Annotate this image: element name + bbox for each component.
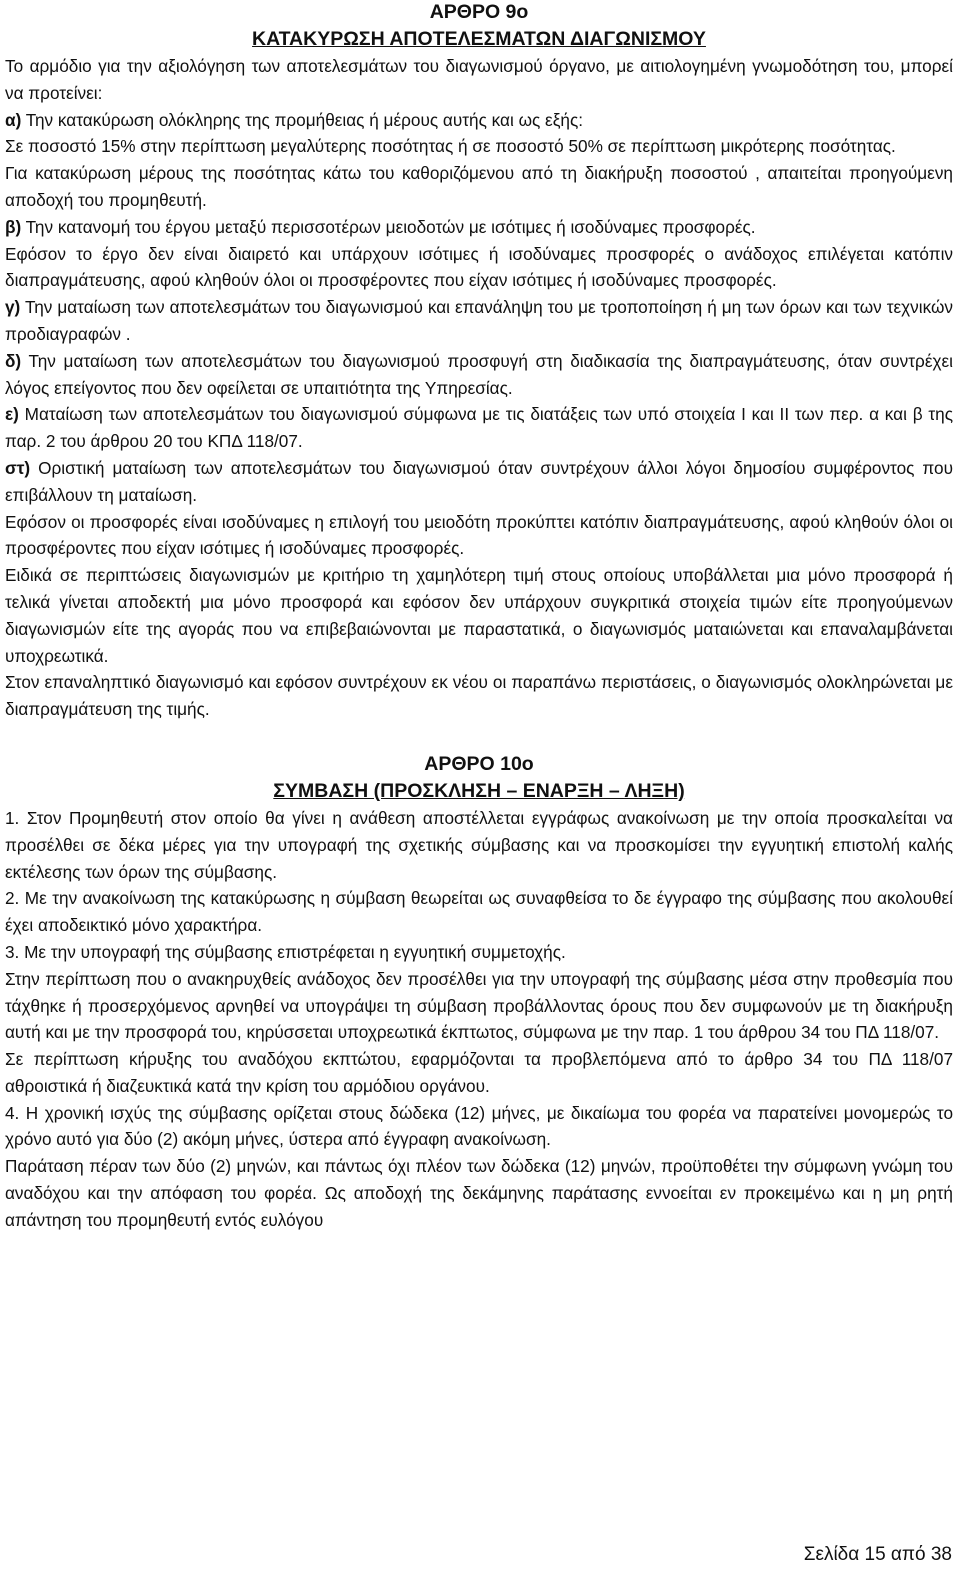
clause-a-label: α) bbox=[5, 109, 22, 130]
clause-c-text: Την ματαίωση των αποτελεσμάτων του διαγωνισμού και επανάληψη του με τροποποίηση ή μη των όρων και των τεχνικών προδιαγραφών . bbox=[5, 297, 953, 344]
clause-f-label: στ) bbox=[5, 457, 31, 478]
article-10-paragraph-3c: Σε περίπτωση κήρυξης του αναδόχου εκπτώτου, εφαρμόζονται τα προβλεπόμενα από το άρθρο 34 του ΠΔ 118/07 αθροιστικά ή διαζευκτικά κατά την κρίση του αρμόδιου οργάνου. bbox=[5, 1049, 953, 1096]
article-10-paragraph-2: 2. Με την ανακοίνωση της κατακύρωσης η σύμβαση θεωρείται ως συναφθείσα το δε έγγραφο της σύμβασης που ακολουθεί έχει αποδεικτικό μόνο χαρακτήρα. bbox=[5, 888, 953, 936]
article-9-heading: ΑΡΘΡΟ 9ο bbox=[429, 1, 529, 23]
clause-c bbox=[5, 294, 953, 348]
document-page bbox=[5, 0, 953, 1234]
clause-a-paragraph-1: Σε ποσοστό 15% στην περίπτωση μεγαλύτερης ποσότητας ή σε ποσοστό 50% σε περίπτωση μικρότερης ποσότητας. bbox=[5, 136, 896, 157]
clause-d bbox=[5, 348, 953, 402]
clause-b-text: Την κατανομή του έργου μεταξύ περισσοτέρων μειοδοτών με ισότιμες ή ισοδύναμες προσφορές. bbox=[21, 216, 756, 237]
repeat-tender-paragraph: Στον επαναληπτικό διαγωνισμό και εφόσον συντρέχουν εκ νέου οι παραπάνω περιστάσεις, ο διαγωνισμός ολοκληρώνεται με διαπραγμάτευση της τιμής. bbox=[5, 672, 953, 720]
clause-b-label: β) bbox=[5, 216, 22, 237]
clause-f bbox=[5, 455, 953, 509]
clause-b bbox=[5, 214, 953, 241]
article-9-intro: Το αρμόδιο για την αξιολόγηση των αποτελεσμάτων του διαγωνισμού όργανο, με αιτιολογημένη γνωμοδότηση του, μπορεί να προτείνει: bbox=[5, 56, 953, 103]
clause-a-text: Την κατακύρωση ολόκληρης της προμήθειας ή μέρους αυτής και ως εξής: bbox=[21, 109, 584, 130]
article-10 bbox=[5, 750, 953, 1234]
clause-a-paragraph-2: Για κατακύρωση μέρους της ποσότητας κάτω του καθοριζόμενου από τη διακήρυξη ποσοστού , απαιτείται προηγούμενη αποδοχή του προμηθευτή. bbox=[5, 163, 953, 210]
clause-e-label: ε) bbox=[5, 404, 19, 425]
clause-e bbox=[5, 401, 953, 455]
article-10-heading: ΑΡΘΡΟ 10ο bbox=[424, 752, 534, 775]
article-10-paragraph-4: 4. Η χρονική ισχύς της σύμβασης ορίζεται στους δώδεκα (12) μήνες, με δικαίωμα του φορέα να παρατείνει μονομερώς το χρόνο αυτό για δύο (2) ακόμη μήνες, ύστερα από έγγραφη ανακοίνωση. bbox=[5, 1102, 953, 1150]
clause-c-label: γ) bbox=[5, 297, 21, 318]
clause-f-text: Οριστική ματαίωση των αποτελεσμάτων του διαγωνισμού όταν συντρέχουν άλλοι λόγοι δημοσίου συμφέροντος που επιβάλλουν τη ματαίωση. bbox=[5, 457, 953, 505]
clause-d-label: δ) bbox=[5, 350, 22, 371]
article-10-paragraph-1: 1. Στον Προμηθευτή στον οποίο θα γίνει η ανάθεση αποστέλλεται εγγράφως ανακοίνωση με την οποία προσκαλείται να προσέλθει σε δέκα μέρες για την υπογραφή της σχετικής σύμβασης και να προσκομίσει την εγγυητική επιστολή καλής εκτέλεσης των όρων της σύμβασης. bbox=[5, 807, 953, 882]
clause-d-text: Την ματαίωση των αποτελεσμάτων του διαγωνισμού προσφυγή στη διαδικασία της διαπραγμάτευσης, όταν συντρέχει λόγος επείγοντος που δεν οφείλεται σε υπαιτιότητα της Υπηρεσίας. bbox=[5, 350, 953, 398]
article-9 bbox=[5, 0, 953, 723]
clause-a bbox=[5, 107, 953, 134]
article-10-paragraph-4b: Παράταση πέραν των δύο (2) μηνών, και πάντως όχι πλέον των δώδεκα (12) μηνών, προϋποθέτει την σύμφωνη γνώμη του αναδόχου και την απόφαση του φορέα. Ως αποδοχή της δεκάμηνης παράτασης εννοείται εν προκειμένω και η μη ρητή απάντηση του προμηθευτή εντός ευλόγου bbox=[5, 1156, 953, 1230]
clause-b-paragraph-1: Εφόσον το έργο δεν είναι διαιρετό και υπάρχουν ισότιμες ή ισοδύναμες προσφορές ο ανάδοχος επιλέγεται κατόπιν διαπραγμάτευσης, αφού κληθούν όλοι οι προσφέροντες που είχαν ισότιμες ή ισοδύναμες προσφορές. bbox=[5, 243, 953, 291]
equal-offers-paragraph: Εφόσον οι προσφορές είναι ισοδύναμες η επιλογή του μειοδότη προκύπτει κατόπιν διαπραγμάτευσης, αφού κληθούν όλοι οι προσφέροντες που είχαν ισότιμες ή ισοδύναμες προσφορές. bbox=[5, 511, 953, 559]
article-9-subheading: ΚΑΤΑΚΥΡΩΣΗ ΑΠΟΤΕΛΕΣΜΑΤΩΝ ΔΙΑΓΩΝΙΣΜΟΥ bbox=[252, 28, 706, 50]
article-10-paragraph-3b: Στην περίπτωση που ο ανακηρυχθείς ανάδοχος δεν προσέλθει για την υπογραφή της σύμβασης μέσα στην προθεσμία που τάχθηκε ή προσερχόμενος αρνηθεί να υπογράψει τη σύμβαση προβάλλοντας όρους που δεν συμφωνούν με τη διακήρυξη αυτή και με την προσφορά του, κηρύσσεται υποχρεωτικά έκπτωτος, σύμφωνα με την παρ. 1 του άρθρου 34 του ΠΔ 118/07. bbox=[5, 968, 953, 1043]
clause-e-text: Ματαίωση των αποτελεσμάτων του διαγωνισμού σύμφωνα με τις διατάξεις των υπό στοιχεία I και II των περ. α και β της παρ. 2 του άρθρου 20 του ΚΠΔ 118/07. bbox=[5, 404, 953, 452]
page-number: Σελίδα 15 από 38 bbox=[803, 1544, 952, 1565]
article-10-paragraph-3: 3. Με την υπογραφή της σύμβασης επιστρέφεται η εγγυητική συμμετοχής. bbox=[5, 941, 566, 962]
section-spacer bbox=[5, 723, 953, 750]
article-10-subheading: ΣΥΜΒΑΣΗ (ΠΡΟΣΚΛΗΣΗ – ΕΝΑΡΞΗ – ΛΗΞΗ) bbox=[273, 779, 685, 802]
special-cases-paragraph: Ειδικά σε περιπτώσεις διαγωνισμών με κριτήριο τη χαμηλότερη τιμή στους οποίους υποβάλλεται μια μόνο προσφορά ή τελικά γίνεται αποδεκτή μια μόνο προσφορά και εφόσον δεν υπάρχουν συγκριτικά στοιχεία τιμών είτε προηγούμενων διαγωνισμών είτε της αγοράς που να επιβεβαιώνονται με παραστατικά, ο διαγωνισμός ματαιώνεται και επαναλαμβάνεται υποχρεωτικά. bbox=[5, 565, 953, 666]
